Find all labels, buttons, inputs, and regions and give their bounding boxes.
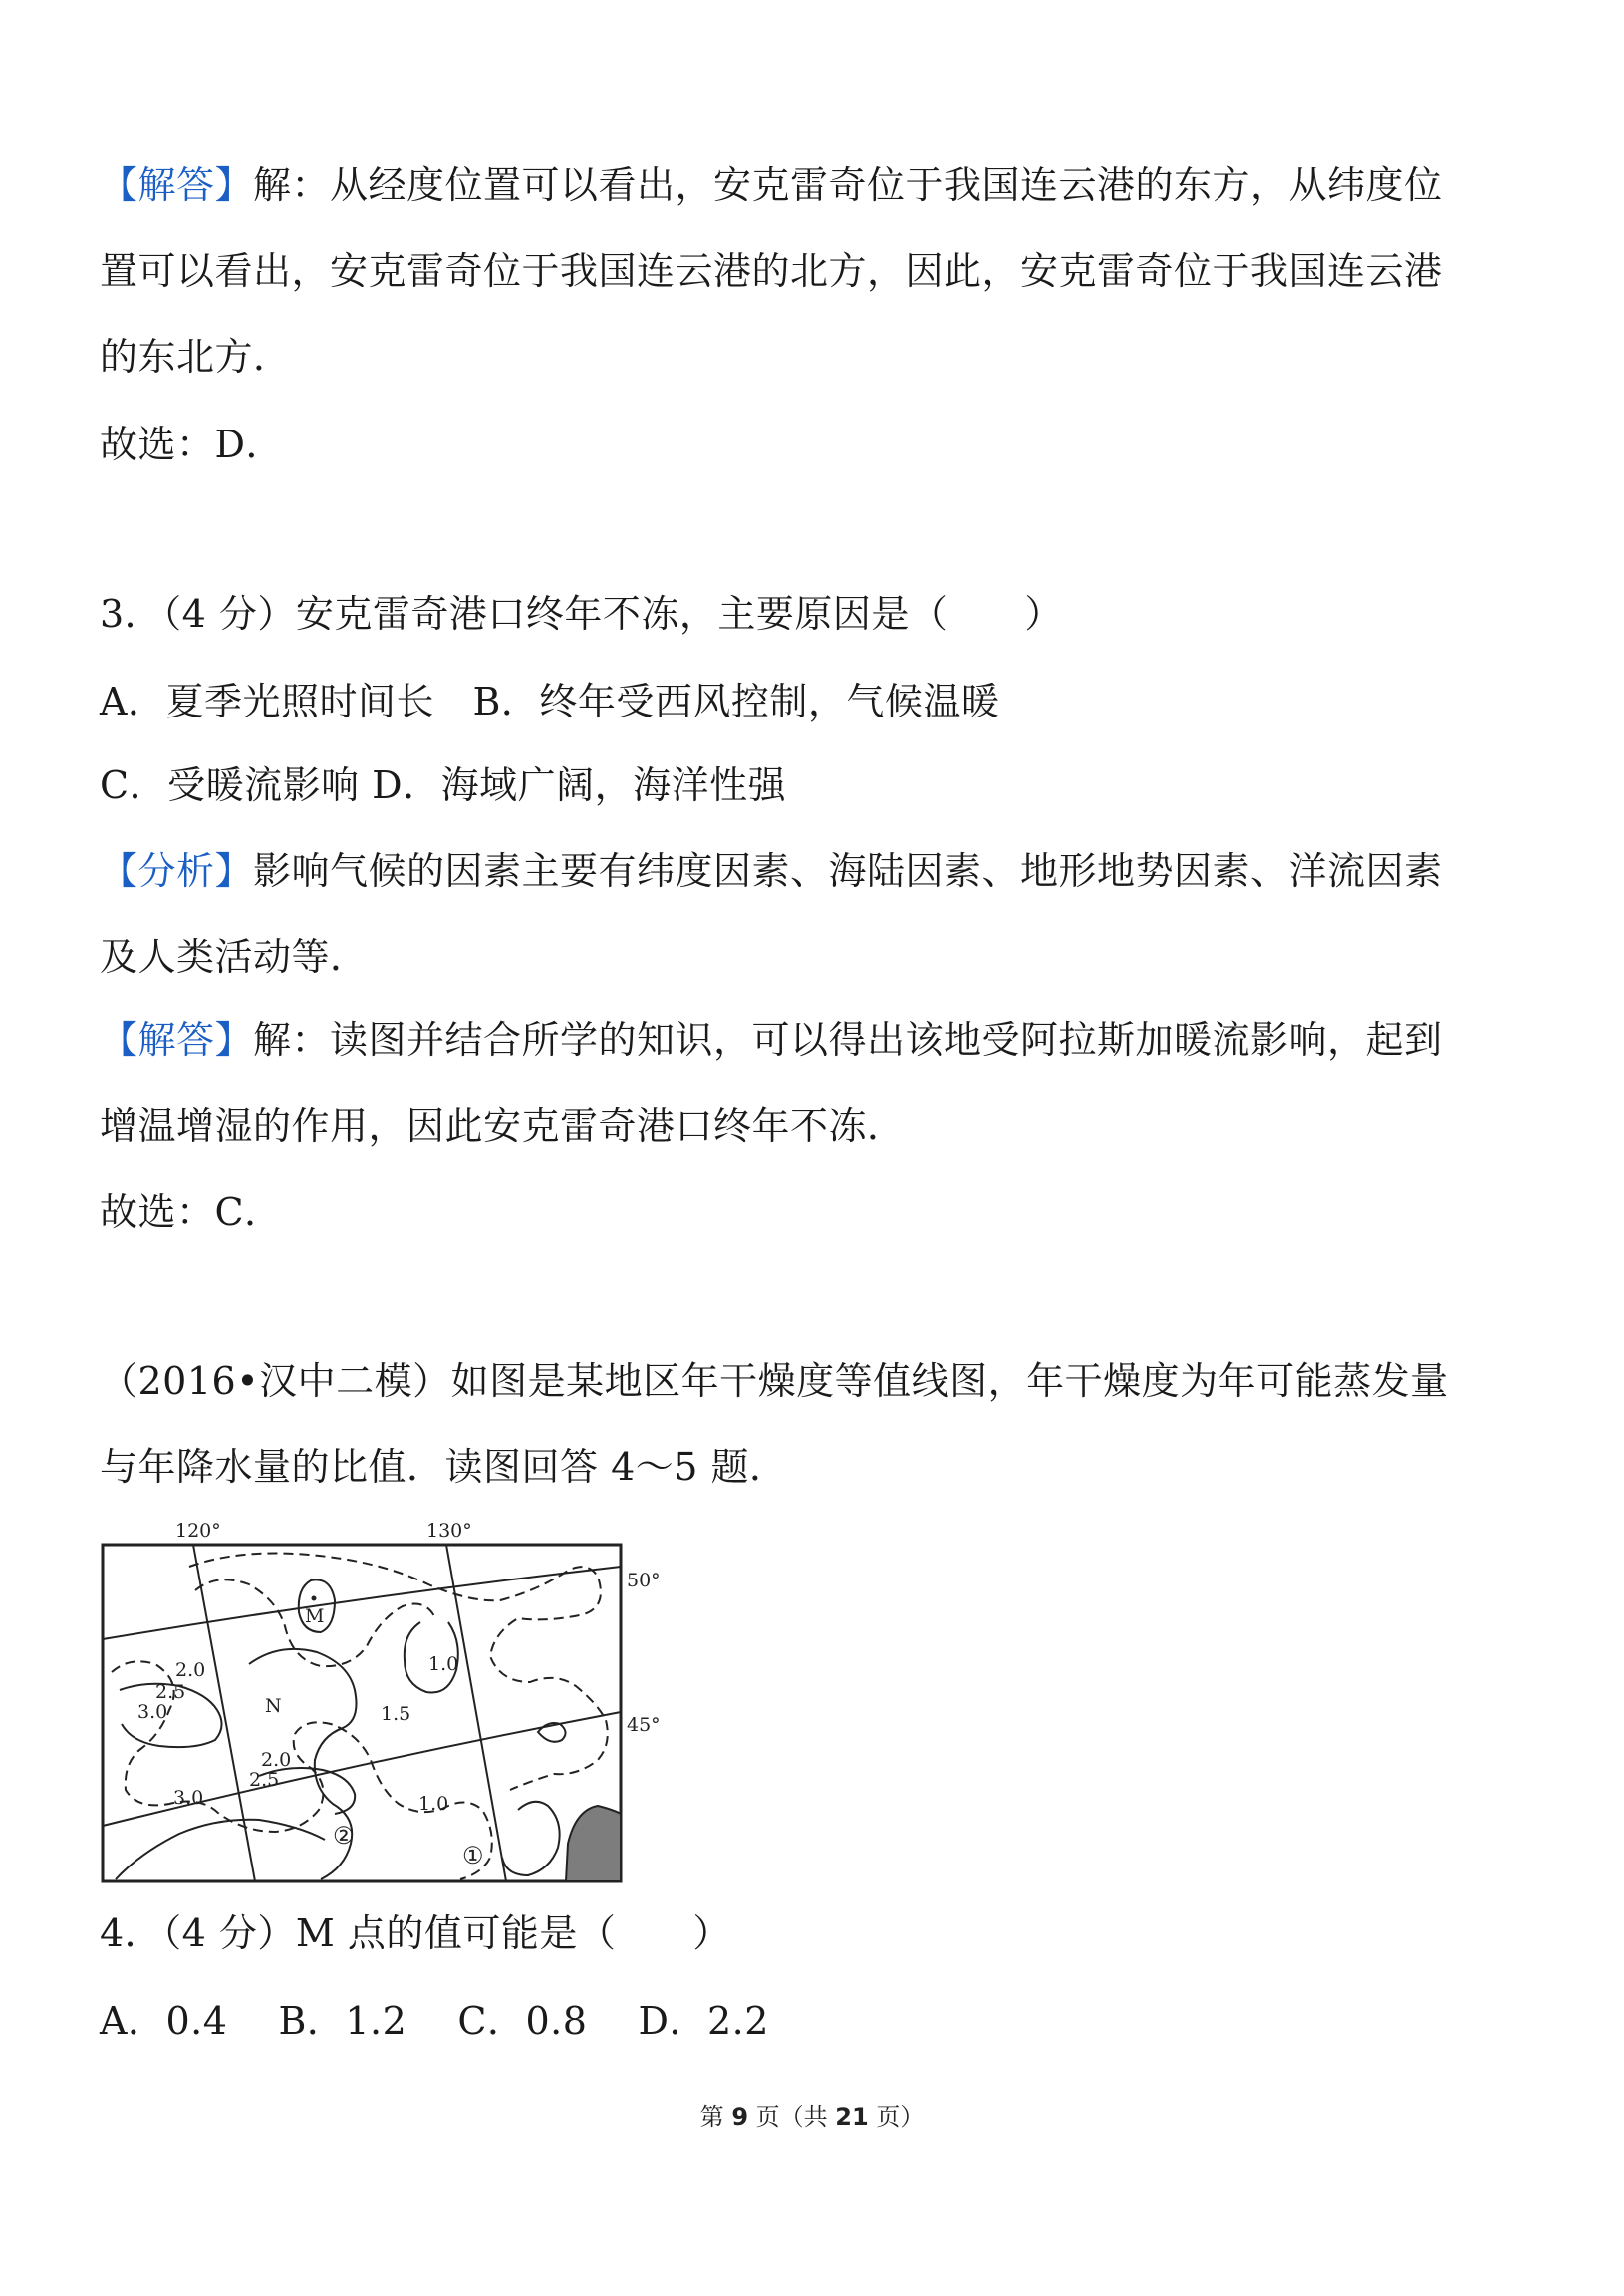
value-label: 2.5	[155, 1681, 186, 1703]
isoline-1-0-south	[502, 1802, 560, 1875]
marker-2: ②	[333, 1822, 355, 1850]
point-m-label: M	[305, 1605, 325, 1627]
q2-answer-line-2: 置可以看出，安克雷奇位于我国连云港的北方，因此，安克雷奇位于我国连云港	[100, 249, 1443, 293]
value-label: 2.5	[249, 1769, 280, 1791]
q4-options: A．0.4 B．1.2 C．0.8 D．2.2	[100, 1999, 769, 2043]
q2-answer-text-1: 解：从经度位置可以看出，安克雷奇位于我国连云港的东方，从纬度位	[253, 163, 1443, 207]
answer-tag: 【解答】	[100, 1018, 254, 1062]
dashed-boundary-north	[189, 1554, 608, 1791]
q2-answer-line-1	[100, 159, 1443, 211]
value-label: 1.0	[418, 1793, 449, 1815]
q3-options-line-1: A．夏季光照时间长 B．终年受西风控制，气候温暖	[100, 680, 1000, 723]
meridian-120	[193, 1545, 255, 1881]
q3-choice: 故选：C．	[100, 1190, 283, 1234]
analysis-tag: 【分析】	[100, 849, 254, 893]
footer-suffix: 页）	[868, 2103, 925, 2131]
q3-answer-text-1: 解：读图并结合所学的知识，可以得出该地受阿拉斯加暖流影响，起到	[253, 1018, 1443, 1062]
intro-line-2: 与年降水量的比值．读图回答 4～5 题．	[100, 1445, 788, 1489]
page-number: 9	[731, 2103, 749, 2131]
lon-130-label: 130°	[426, 1520, 472, 1542]
value-label: 2.0	[175, 1659, 206, 1681]
q3-answer-line-2: 增温增湿的作用，因此安克雷奇港口终年不冻．	[100, 1104, 906, 1148]
intro-line-1: （2016•汉中二模）如图是某地区年干燥度等值线图，年干燥度为年可能蒸发量	[100, 1359, 1449, 1403]
page-footer	[0, 2101, 1624, 2133]
map-frame	[103, 1545, 621, 1881]
q3-analysis-text-1: 影响气候的因素主要有纬度因素、海陆因素、地形地势因素、洋流因素	[253, 849, 1443, 893]
q3-analysis-line-2: 及人类活动等．	[100, 935, 369, 979]
sea-area	[566, 1806, 621, 1881]
lat-50-label: 50°	[627, 1570, 661, 1591]
lat-45-label: 45°	[627, 1714, 661, 1736]
q4-stem: 4．（4 分）M 点的值可能是（ ）	[100, 1911, 731, 1955]
answer-tag: 【解答】	[100, 163, 254, 207]
q2-choice: 故选：D．	[100, 423, 284, 466]
q2-answer-line-3: 的东北方．	[100, 335, 292, 379]
q3-stem: 3．（4 分）安克雷奇港口终年不冻，主要原因是（ ）	[100, 592, 1063, 636]
footer-prefix: 第	[699, 2103, 732, 2131]
marker-1: ①	[462, 1842, 484, 1869]
value-label: 1.5	[381, 1703, 411, 1725]
q3-answer-line-1	[100, 1014, 1443, 1066]
point-n-label: N	[265, 1695, 282, 1717]
footer-middle: 页（共	[748, 2103, 836, 2131]
value-label: 3.0	[137, 1701, 168, 1723]
total-pages: 21	[835, 2103, 869, 2131]
aridity-isoline-map	[100, 1515, 677, 1885]
m-point-marker	[312, 1596, 317, 1601]
value-label: 1.0	[428, 1653, 459, 1675]
value-label: 2.0	[261, 1749, 292, 1771]
parallel-50	[103, 1567, 621, 1639]
lon-120-label: 120°	[175, 1520, 221, 1542]
q3-options-line-2: C．受暖流影响 D．海域广阔，海洋性强	[100, 763, 787, 807]
q3-analysis-line-1	[100, 845, 1443, 897]
value-label: 3.0	[173, 1787, 204, 1809]
